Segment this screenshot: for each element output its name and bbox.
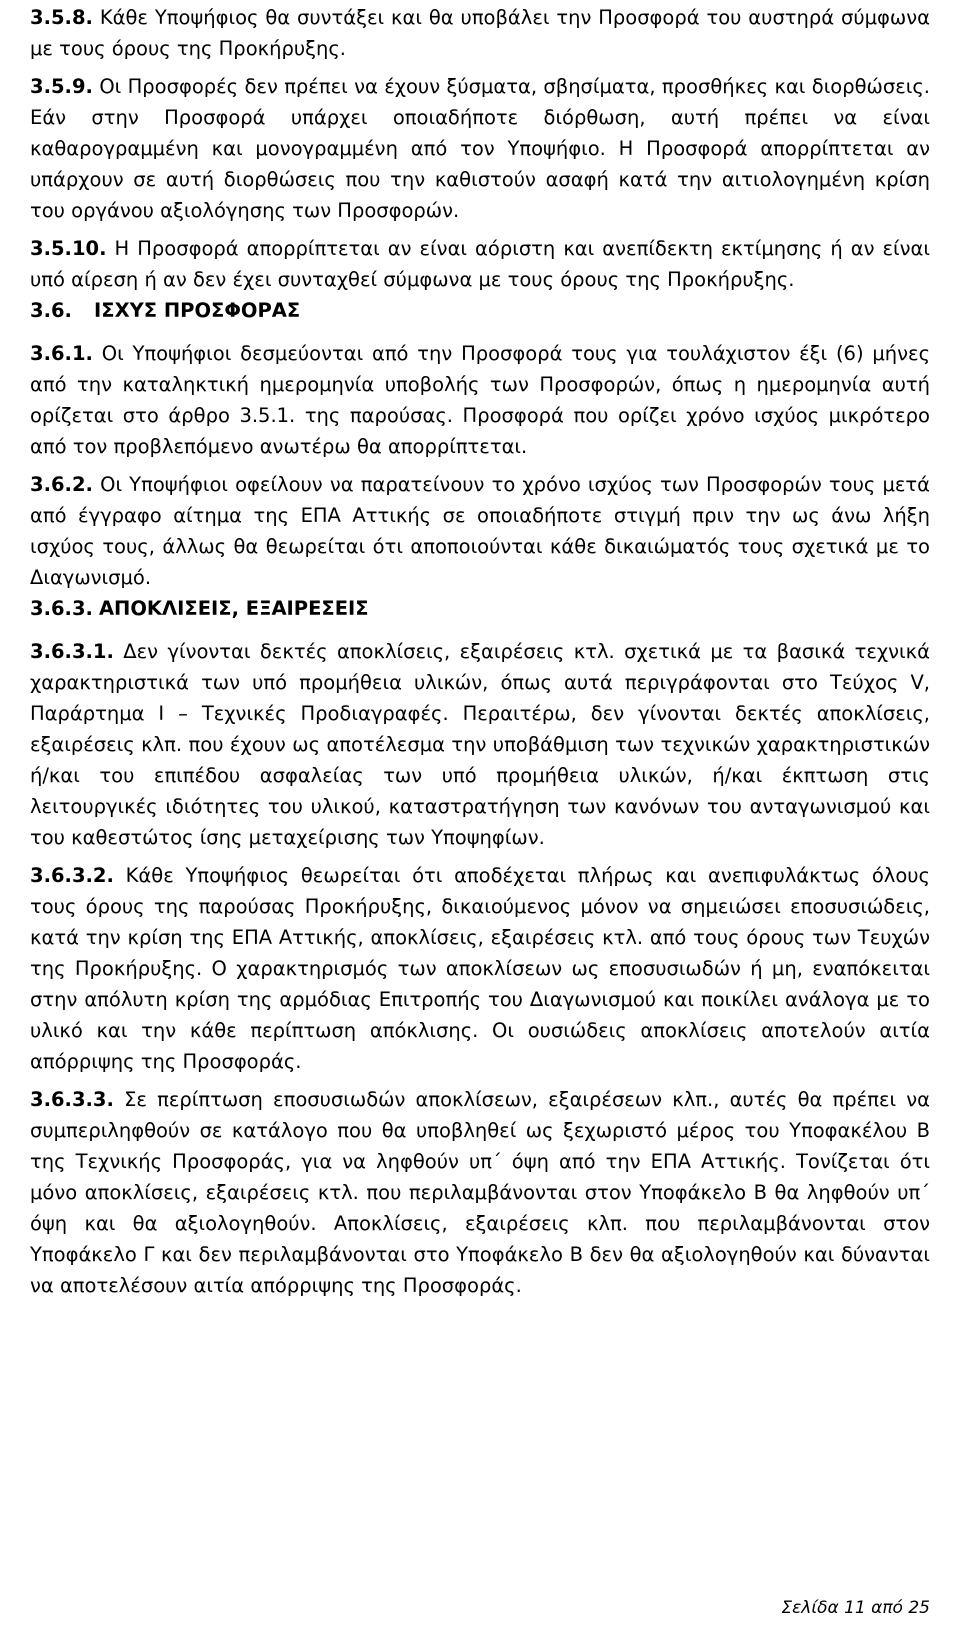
paragraph-text: Κάθε Υποψήφιος θεωρείται ότι αποδέχεται πλήρως και ανεπιφυλάκτως όλους τους όρους της παρούσας Προκήρυξης, δικαιούμενος μόνον να σημειώσει εποσυσιώδεις, κατά την κρίση της ΕΠΑ Αττικής, αποκλίσεις, εξαιρέσεις κτλ. από τους όρους των Τευχών της Προκήρυξης. Ο χαρακτηρισμός των αποκλίσεων ως εποσυσιωδών ή μη, εναπόκειται στην απόλυτη κρίση της αρμόδιας Επιτροπής του Διαγωνισμού και ποικίλει ανάλογα με το υλικό και την κάθε περίπτωση απόκλισης. Οι ουσιώδεις αποκλίσεις αποτελούν αιτία απόρριψης της Προσφοράς. — [30, 864, 930, 1073]
paragraph-text: Οι Προσφορές δεν πρέπει να έχουν ξύσματα, σβησίματα, προσθήκες και διορθώσεις. Εάν στην Προσφορά υπάρχει οποιαδήποτε διόρθωση, αυτή πρέπει να είναι καθαρογραμμένη και μονογραμμένη από τον Υποψήφιο. Η Προσφορά απορρίπτεται αν υπάρχουν σε αυτή διορθώσεις που την καθιστούν ασαφή κατά την αιτιολογημένη κρίση του οργάνου αξιολόγησης των Προσφορών. — [30, 75, 931, 222]
paragraph-number: 3.6.3.2. — [30, 864, 114, 887]
section-heading-3-6 — [30, 295, 930, 326]
paragraph-number: 3.5.9. — [30, 75, 93, 98]
paragraph-text: Σε περίπτωση εποσυσιωδών αποκλίσεων, εξαιρέσεων κλπ., αυτές θα πρέπει να συμπεριληφθούν σε κατάλογο που θα υποβληθεί ως ξεχωριστό μέρος του Υποφακέλου Β της Τεχνικής Προσφοράς, για να ληφθούν υπ΄ όψη από την ΕΠΑ Αττικής. Τονίζεται ότι μόνο αποκλίσεις, εξαιρέσεις κτλ. που περιλαμβάνονται στον Υποφάκελο Β θα ληφθούν υπ΄ όψη και θα αξιολογηθούν. Αποκλίσεις, εξαιρέσεις κλπ. που περιλαμβάνονται στον Υποφάκελο Γ και δεν περιλαμβάνονται στο Υποφάκελο Β δεν θα αξιολογηθούν και δύνανται να αποτελέσουν αιτία απόρριψης της Προσφοράς. — [30, 1088, 930, 1297]
paragraph-number: 3.6.1. — [30, 342, 93, 365]
paragraph-text: Οι Υποψήφιοι δεσμεύονται από την Προσφορά τους για τουλάχιστον έξι (6) μήνες από την καταληκτική ημερομηνία υποβολής των Προσφορών, όπως η ημερομηνία αυτή ορίζεται στο άρθρο 3.5.1. της παρούσας. Προσφορά που ορίζει χρόνο ισχύος μικρότερο από τον προβλεπόμενο ανωτέρω θα απορρίπτεται. — [30, 342, 931, 458]
paragraph-number: 3.5.10. — [30, 237, 107, 260]
section-number: 3.6.3. — [30, 597, 93, 620]
paragraph-3-6-1 — [30, 338, 930, 462]
paragraph-3-6-3-1 — [30, 636, 930, 853]
page-footer — [781, 1596, 930, 1620]
paragraph-3-5-9 — [30, 71, 930, 226]
paragraph-text: Κάθε Υποψήφιος θα συντάξει και θα υποβάλει την Προσφορά του αυστηρά σύμφωνα με τους όρους της Προκήρυξης. — [30, 6, 930, 60]
paragraph-3-6-3-2 — [30, 860, 930, 1077]
paragraph-3-5-10 — [30, 233, 930, 295]
paragraph-text: Δεν γίνονται δεκτές αποκλίσεις, εξαιρέσεις κτλ. σχετικά με τα βασικά τεχνικά χαρακτηριστικά των υπό προμήθεια υλικών, όπως αυτά περιγράφονται στο Τεύχος V, Παράρτημα Ι – Τεχνικές Προδιαγραφές. Περαιτέρω, δεν γίνονται δεκτές αποκλίσεις, εξαιρέσεις κλπ. που έχουν ως αποτέλεσμα την υποβάθμιση των τεχνικών χαρακτηριστικών ή/και του επιπέδου ασφαλείας των υπό προμήθεια υλικών, ή/και έκπτωση στις λειτουργικές ιδιότητες του υλικού, καταστρατήγηση των κανόνων του ανταγωνισμού και του καθεστώτος ίσης μεταχείρισης των Υποψηφίων. — [30, 640, 931, 849]
paragraph-3-5-8 — [30, 2, 930, 64]
paragraph-3-6-2 — [30, 469, 930, 593]
paragraph-text: Η Προσφορά απορρίπτεται αν είναι αόριστη και ανεπίδεκτη εκτίμησης ή αν είναι υπό αίρεση ή αν δεν έχει συνταχθεί σύμφωνα με τους όρους της Προκήρυξης. — [30, 237, 931, 291]
section-heading-3-6-3 — [30, 593, 930, 624]
document-body — [30, 2, 930, 1301]
paragraph-number: 3.6.3.3. — [30, 1088, 114, 1111]
paragraph-3-6-3-3 — [30, 1084, 930, 1301]
paragraph-number: 3.6.2. — [30, 473, 93, 496]
section-number: 3.6. — [30, 299, 72, 322]
paragraph-number: 3.6.3.1. — [30, 640, 114, 663]
section-title: ΙΣΧΥΣ ΠΡΟΣΦΟΡΑΣ — [94, 299, 301, 322]
paragraph-text: Οι Υποψήφιοι οφείλουν να παρατείνουν το χρόνο ισχύος των Προσφορών τους μετά από έγγραφο αίτημα της ΕΠΑ Αττικής σε οποιαδήποτε στιγμή πριν την ως άνω λήξη ισχύος τους, άλλως θα θεωρείται ότι αποποιούνται κάθε δικαιώματός τους σχετικά με το Διαγωνισμό. — [30, 473, 931, 589]
paragraph-number: 3.5.8. — [30, 6, 93, 29]
page-number-label: Σελίδα 11 από 25 — [781, 1598, 930, 1618]
section-title: ΑΠΟΚΛΙΣΕΙΣ, ΕΞΑΙΡΕΣΕΙΣ — [98, 597, 369, 620]
